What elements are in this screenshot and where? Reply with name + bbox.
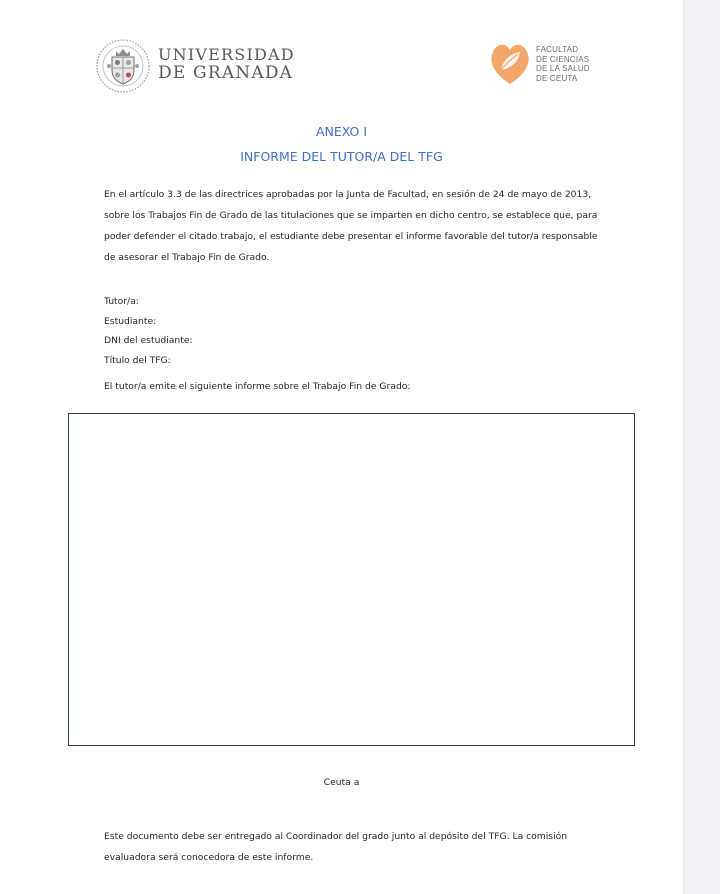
- university-wordmark: [158, 46, 295, 82]
- report-title: INFORME DEL TUTOR/A DEL TFG: [240, 149, 443, 164]
- faculty-logo: [488, 36, 608, 92]
- university-seal-icon: [95, 38, 151, 94]
- report-text-box[interactable]: [68, 413, 635, 746]
- footer-note: Este documento debe ser entregado al Coordinador del grado junto al depósito del TFG. La comisión evaluadora será conocedora de este informe.: [104, 831, 568, 863]
- faculty-name: FACULTAD DE CIENCIAS DE LA SALUD DE CEUTA: [536, 45, 590, 83]
- intro-paragraph: En el artículo 3.3 de las directrices aprobadas por la Junta de Facultad, en sesión de 24 de mayo de 2013, sobre los Trabajos Fin de Grado de las titulaciones que se imparten en dicho centro, se establece que, para poder defender el citado trabajo, el estudiante debe presentar el informe favorable del tutor/a responsable de asesorar el Trabajo Fin de Grado.: [104, 189, 598, 263]
- annex-title: ANEXO I: [315, 124, 368, 139]
- place-date-line: Ceuta a: [323, 777, 360, 788]
- university-logo: [95, 38, 295, 94]
- report-intro-text: El tutor/a emite el siguiente informe sobre el Trabajo Fin de Grado:: [104, 381, 411, 392]
- student-field-label: Estudiante:: [104, 315, 157, 327]
- university-name-line1: UNIVERSIDAD: [158, 45, 295, 64]
- viewer-background: [683, 0, 720, 894]
- dni-field-label: DNI del estudiante:: [104, 335, 193, 346]
- tfg-title-field-label: Título del TFG:: [104, 354, 171, 366]
- faculty-heart-leaf-icon: [488, 38, 532, 88]
- university-name-line2: DE GRANADA: [158, 63, 294, 83]
- tutor-field-label: Tutor/a:: [104, 296, 139, 307]
- form-fields: [104, 292, 193, 370]
